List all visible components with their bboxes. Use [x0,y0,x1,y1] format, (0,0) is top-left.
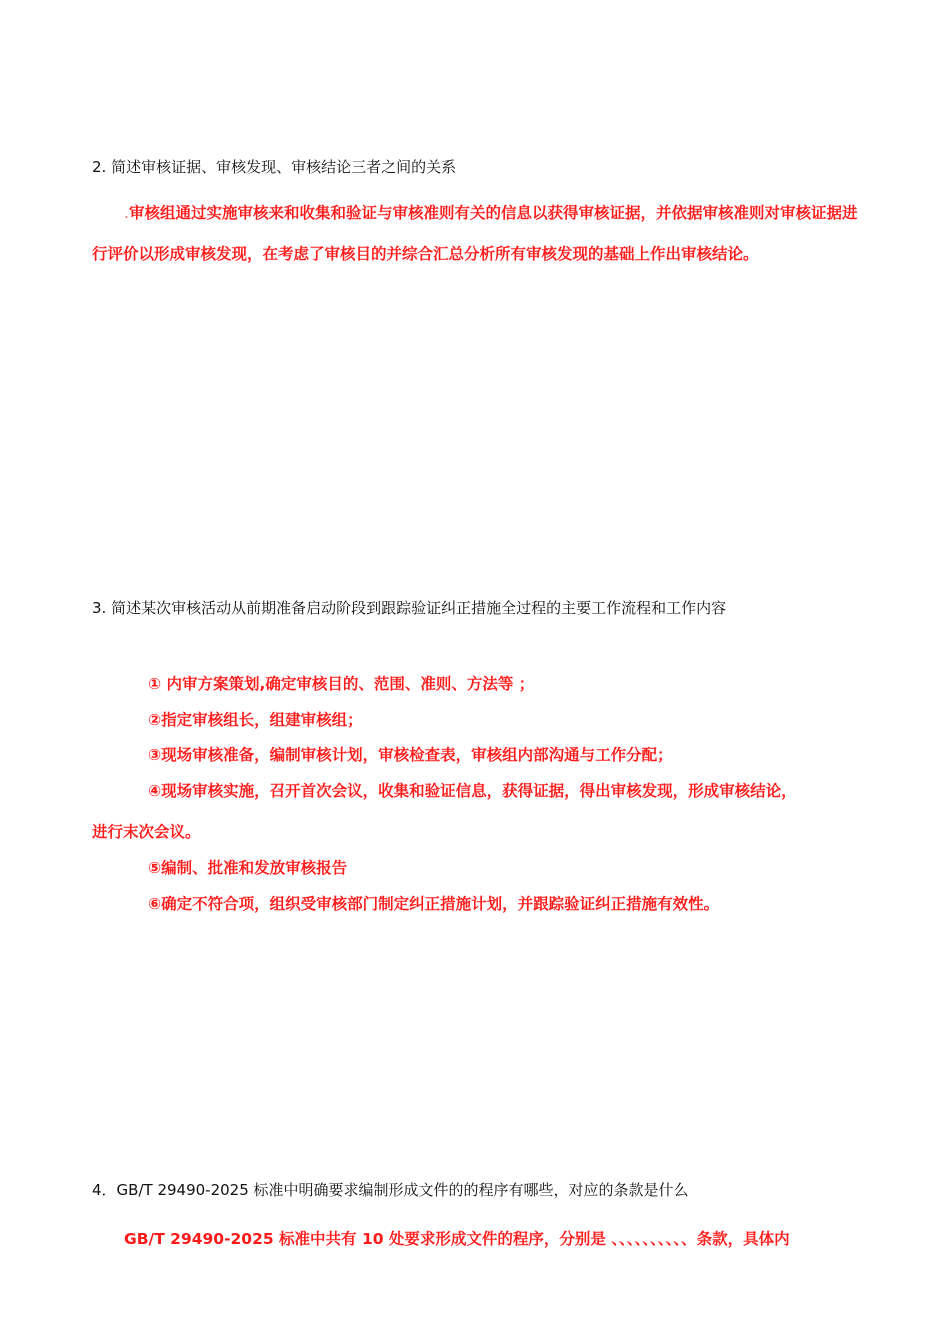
answer-2-lead: . [124,204,129,222]
step-2: ②指定审核组长，组建审核组； [148,711,363,729]
step-4: ④现场审核实施，召开首次会议，收集和验证信息，获得证据，得出审核发现，形成审核结论， [148,782,797,800]
question-3: 3. 简述某次审核活动从前期准备启动阶段到跟踪验证纠正措施全过程的主要工作流程和工作内容 [92,599,727,617]
step-5: ⑤编制、批准和发放审核报告 [148,859,348,877]
step-6: ⑥确定不符合项，组织受审核部门制定纠正措施计划，并跟踪验证纠正措施有效性。 [148,895,720,913]
step-3: ③现场审核准备，编制审核计划，审核检查表，审核组内部沟通与工作分配； [148,746,673,764]
question-4: 4．GB/T 29490-2025 标准中明确要求编制形成文件的的程序有哪些，对应的条款是什么 [92,1181,689,1199]
answer-2-text: 审核组通过实施审核来和收集和验证与审核准则有关的信息以获得审核证据，并依据审核准则对审核证据进行评价以形成审核发现，在考虑了审核目的并综合汇总分析所有审核发现的基础上作出审核结论。 [92,204,858,263]
answer-4: GB/T 29490-2025 标准中共有 10 处要求形成文件的程序，分别是 、、、、、、、、、、条款，具体内 [124,1230,790,1248]
answer-2 [92,193,858,275]
step-1: ① 内审方案策划,确定审核目的、范围、准则、方法等 ； [148,675,535,693]
question-2: 2. 简述审核证据、审核发现、审核结论三者之间的关系 [92,158,457,176]
step-4-continued: 进行末次会议。 [92,823,201,841]
